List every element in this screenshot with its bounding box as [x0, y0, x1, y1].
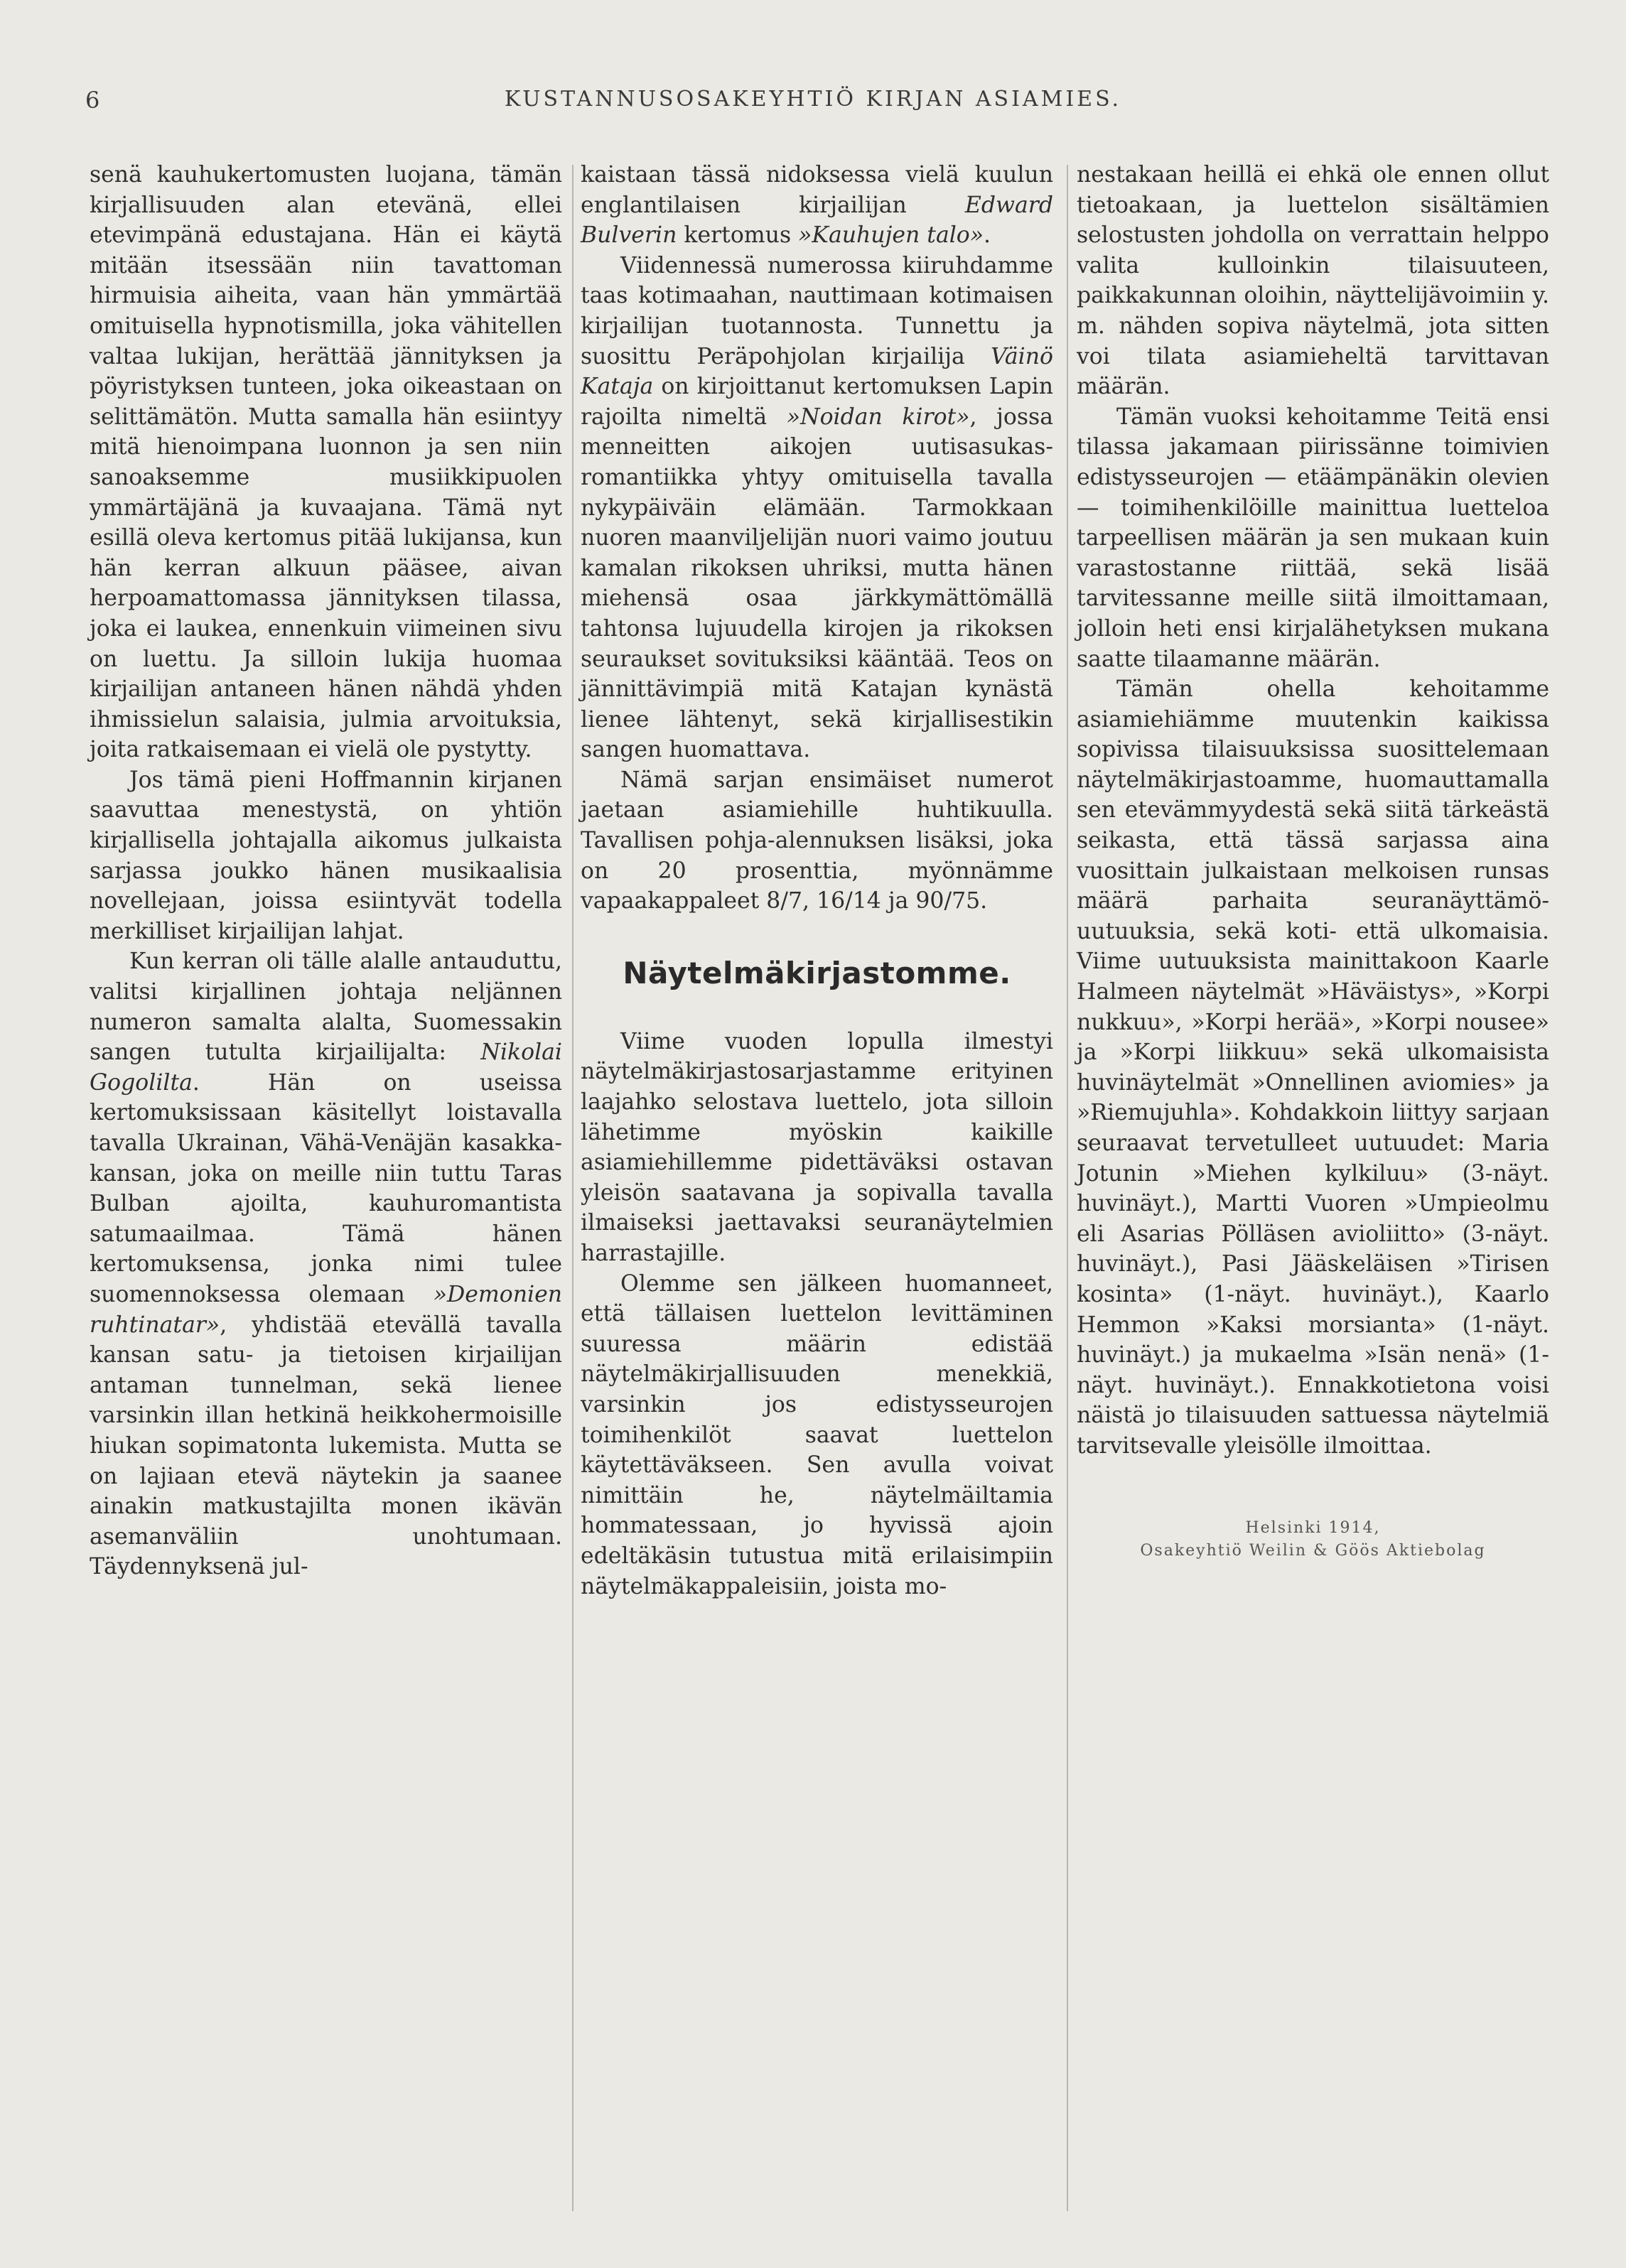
column-left	[90, 160, 562, 1582]
author-gogol: Nikolai Gogolilta	[90, 1040, 562, 1096]
paragraph-distribution: Nämä sarjan ensimäiset numerot jaetaan asiamiehille huhtikuulla. Tavallisen pohja-alennuksen lisäksi, joka on 20 prosenttia, myönnämme vapaakappaleet 8/7, 16/14 ja 90/75.	[581, 767, 1053, 914]
paragraph-new-plays: Tämän ohella kehoitamme asiamiehiämme muutenkin kaikissa sopivissa tilaisuuksissa suosittelemaan näytelmäkirjastoamme, huomauttamalla sen etevämmyydestä sekä siitä tärkeästä seikasta, että tässä sarjassa aina vuosittain julkaistaan melkoisen runsas määrä parhaita seuranäyttämö-uutuuksia, sekä koti- että ulkomaisia. Viime uutuuksista mainittakoon Kaarle Halmeen näytelmät »Häväistys», »Korpi nukkuu», »Korpi herää», »Korpi nousee» ja »Korpi liikkuu» sekä ulkomaisista huvinäytelmät »Onnellinen aviomies» ja »Riemujuhla». Kohdakkoin liittyy sarjaan seuraavat tervetulleet uutuudet: Maria Jotunin »Miehen kylkiluu» (3-näyt. huvinäyt.), Martti Vuoren »Umpieolmu eli Asarias Pölläsen avioliitto» (3-näyt. huvinäyt.), Pasi Jääskeläisen »Tirisen kosinta» (1-näyt. huvinäyt.), Kaarlo Hemmon »Kaksi morsianta» (1-näyt. huvinäyt.) ja mukaelma »Isän nenä» (1-näyt. huvinäyt.). Ennakkotietona voisi näistä jo tilaisuuden sattuessa näytelmiä tarvitsevalle yleisölle ilmoittaa.	[1077, 676, 1549, 1459]
imprint-place-year: Helsinki 1914,	[1245, 1518, 1381, 1537]
title-noidan-kirot: »Noidan kirot»	[786, 404, 970, 430]
paragraph-catalogue-benefits: Olemme sen jälkeen huomanneet, että tällaisen luettelon levittäminen suuressa määrin edistää näytelmäkirjallisuuden menekkiä, varsinkin jos edistysseurojen toimihenkilöt saavat luettelon käytettäväkseen. Sen avulla voivat nimittäin he, näytelmäiltamia hommatessaan, jo hyvissä ajoin edeltäkäsin tutustua mitä erilaisimpiin näytelmäkappaleisiin, joista mo-	[581, 1270, 1053, 1599]
paragraph-catalogue: Viime vuoden lopulla ilmestyi näytelmäkirjastosarjastamme erityinen laajahko selostava luettelo, jota silloin lähetimme myöskin kaikille asiamiehillemme pidettäväksi ostavan yleisön saatavana ja sopivalla tavalla ilmaiseksi jaettavaksi seuranäytelmien harrastajille.	[581, 1028, 1053, 1266]
gogol-text-c: , yhdistää etevällä tavalla kansan satu- ja tietoisen kirjailijan antaman tunnelman, sekä lienee varsinkin illan hetkinä heikkohermoisille hiukan sopimatonta lukemista. Mutta se on lajiaan etevä näytekin ja saanee ainakin matkustajilta monen ikävän asemanväliin unohtumaan. Täydennyksenä jul-	[90, 1312, 562, 1580]
paragraph-hoffmann-intro: senä kauhukertomusten luojana, tämän kirjallisuuden alan etevänä, ellei etevimpänä edustajana. Hän ei käytä mitään itsessään niin tavattoman hirmuisia aiheita, vaan hän ymmärtää omituisella hypnotismilla, joka vähitellen valtaa lukijan, herättää jännityksen ja pöyristyksen tunteen, joka oikeastaan on selittämätön. Mutta samalla hän esiintyy mitä hienoimpana luonnon ja sen niin sanoaksemme musiikkipuolen ymmärtäjänä ja kuvaajana. Tämä nyt esillä oleva kertomus pitää lukijansa, kun hän kerran alkuun pääsee, aivan herpoamattomassa jännityksen tilassa, joka ei laukea, ennenkuin viimeinen sivu on luettu. Ja silloin lukija huomaa kirjailijan antaneen hänen nähdä yhden ihmissielun salaisia, julmia arvoituksia, joita ratkaisemaan ei vielä ole pystytty.	[90, 162, 562, 763]
section-heading: Näytelmäkirjastomme.	[623, 955, 1011, 990]
paragraph-exhortation: Tämän vuoksi kehoitamme Teitä ensi tilassa jakamaan piirissänne toimivien edistysseurojen — etäämpänäkin olevien — toimihenkilöille mainittua luetteloa tarpeellisen määrän ja sen mukaan kuin varastostanne riittää, sekä lisää tarvitessanne meille siitä ilmoittamaan, jolloin heti ensi kirjalähetyksen mukana saatte tilaamanne määrän.	[1077, 404, 1549, 672]
imprint-printer: Osakeyhtiö Weilin & Göös Aktiebolag	[1140, 1541, 1486, 1560]
gogol-text-a: Kun kerran oli tälle alalle antauduttu, valitsi kirjallinen johtaja neljännen numeron samalta alalta, Suomessakin sangen tutulta kirjailijalta:	[90, 949, 562, 1066]
column-divider-left	[572, 165, 574, 2211]
kataja-text-c: , jossa menneitten aikojen uutisasukas-romantiikka yhtyy omituisella tavalla nykypäiväin elämään. Tarmokkaan nuoren maanviljelijän nuori vaimo joutuu kamalan rikoksen uhriksi, mutta hänen miehensä osaa järkkymättömällä tahtonsa lujuudella kirojen ja rikoksen seuraukset sovituksiksi kääntää. Teos on jännittävimpiä mitä Katajan kynästä lienee lähtenyt, sekä kirjallisestikin sangen huomattava.	[581, 404, 1053, 763]
page-header	[85, 84, 1541, 126]
kataja-text-a: Viidennessä numerossa kiiruhdamme taas kotimaahan, nauttimaan kotimaisen kirjailijan tuotannosta. Tunnettu ja suosittu Peräpohjolan kirjailija	[581, 252, 1053, 369]
title-kauhujen-talo: »Kauhujen talo»	[798, 222, 984, 249]
page-number: 6	[85, 87, 101, 114]
printer-imprint	[1077, 1517, 1549, 1562]
paragraph-gogol	[90, 946, 562, 1582]
paragraph-hoffmann-series: Jos tämä pieni Hoffmannin kirjanen saavuttaa menestystä, on yhtiön kirjallisella johtajalla aikomus julkaista sarjassa joukko hänen musikaalisia novellejaan, joissa esiintyvät todella merkilliset kirjailijan lahjat.	[90, 767, 562, 944]
paragraph-kataja	[581, 251, 1053, 765]
bulwer-text-c: .	[984, 222, 991, 249]
kataja-text-b: on kirjoittanut kertomuksen Lapin rajoilta nimeltä	[581, 374, 1053, 430]
running-title: KUSTANNUSOSAKEYHTIÖ KIRJAN ASIAMIES.	[504, 87, 1122, 112]
paragraph-bulwer	[581, 160, 1053, 251]
bulwer-text-b: kertomus	[677, 222, 799, 249]
author-bulwer: Edward Bulverin	[581, 192, 1053, 249]
author-kataja: Väinö Kataja	[581, 343, 1053, 400]
column-right	[1077, 160, 1549, 1562]
gogol-text-b: . Hän on useissa kertomuksissaan käsitellyt loistavalla tavalla Ukrainan, Vähä-Venäjän kasakka-kansan, joka on meille niin tuttu Taras Bulban ajoilta, kauhuromantista satumaailmaa. Tämä hänen kertomuksensa, jonka nimi tulee suomennoksessa olemaan	[90, 1069, 562, 1307]
column-divider-right	[1067, 165, 1068, 2211]
bulwer-text-a: kaistaan tässä nidoksessa vielä kuulun englantilaisen kirjailijan	[581, 162, 1053, 218]
paragraph-selection: nestakaan heillä ei ehkä ole ennen ollut tietoakaan, ja luettelon sisältämien selostusten johdolla on verrattain helppo valita kulloinkin tilaisuuteen, paikkakunnan oloihin, näyttelijävoimiin y. m. nähden sopiva näytelmä, jota sitten voi tilata asiamieheltä tarvittavan määrän.	[1077, 162, 1549, 400]
column-middle	[581, 160, 1053, 1602]
title-demonien-ruhtinatar: »Demonien ruhtinatar»	[90, 1281, 562, 1338]
